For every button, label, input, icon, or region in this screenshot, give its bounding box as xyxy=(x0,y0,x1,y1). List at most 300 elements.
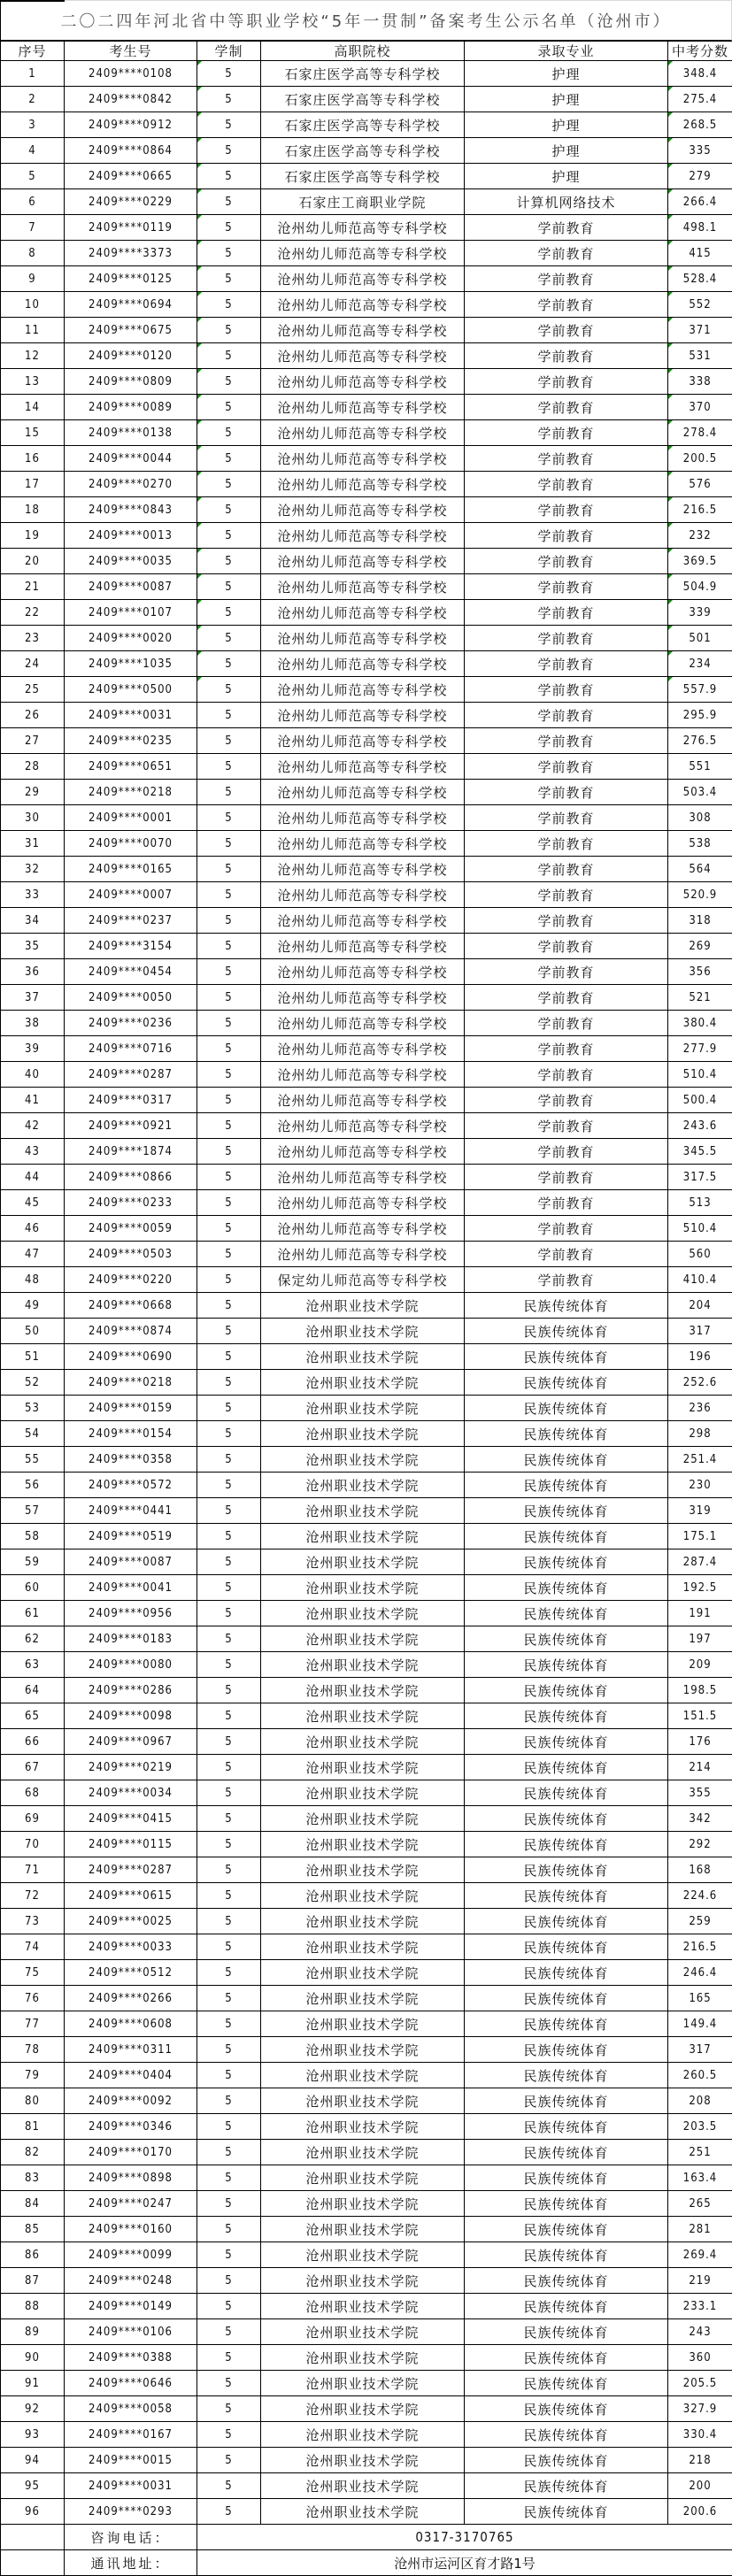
cell-college: 沧州幼儿师范高等专科学校 xyxy=(261,241,465,266)
cell-seq: 85 xyxy=(1,2217,65,2242)
cell-duration: 5 xyxy=(197,420,261,446)
cell-score: 197 xyxy=(668,1626,732,1652)
cell-score: 165 xyxy=(668,1986,732,2011)
cell-score: 176 xyxy=(668,1729,732,1755)
table-row xyxy=(1,2037,732,2063)
cell-major: 学前教育 xyxy=(465,1267,668,1293)
cell-college: 沧州职业技术学院 xyxy=(261,1857,465,1883)
table-row xyxy=(1,805,732,831)
cell-score: 209 xyxy=(668,1652,732,1678)
cell-duration: 5 xyxy=(197,1909,261,1934)
cell-exam-id: 2409****0346 xyxy=(65,2114,197,2140)
cell-major: 学前教育 xyxy=(465,1062,668,1088)
cell-exam-id: 2409****0293 xyxy=(65,2499,197,2525)
cell-score: 251 xyxy=(668,2140,732,2165)
cell-score: 269 xyxy=(668,934,732,959)
cell-exam-id: 2409****0115 xyxy=(65,1832,197,1857)
cell-score: 251.4 xyxy=(668,1447,732,1473)
cell-duration: 5 xyxy=(197,1242,261,1267)
cell-exam-id: 2409****0503 xyxy=(65,1242,197,1267)
cell-exam-id: 2409****0512 xyxy=(65,1960,197,1986)
cell-college: 石家庄医学高等专科学校 xyxy=(261,164,465,189)
address-label: 通讯地址： xyxy=(65,2550,197,2576)
cell-major: 学前教育 xyxy=(465,343,668,369)
cell-score: 287.4 xyxy=(668,1549,732,1575)
cell-college: 沧州幼儿师范高等专科学校 xyxy=(261,395,465,420)
cell-college: 沧州职业技术学院 xyxy=(261,1344,465,1370)
cell-seq: 6 xyxy=(1,189,65,215)
cell-exam-id: 2409****0025 xyxy=(65,1909,197,1934)
table-row xyxy=(1,728,732,754)
table-row xyxy=(1,857,732,882)
cell-score: 531 xyxy=(668,343,732,369)
cell-major: 民族传统体育 xyxy=(465,1780,668,1806)
cell-major: 学前教育 xyxy=(465,1036,668,1062)
cell-college: 沧州幼儿师范高等专科学校 xyxy=(261,1190,465,1216)
cell-score: 224.6 xyxy=(668,1883,732,1909)
cell-duration: 5 xyxy=(197,2165,261,2191)
cell-score: 371 xyxy=(668,318,732,343)
cell-exam-id: 2409****3373 xyxy=(65,241,197,266)
cell-score: 318 xyxy=(668,908,732,934)
cell-score: 259 xyxy=(668,1909,732,1934)
cell-major: 学前教育 xyxy=(465,780,668,805)
cell-college: 沧州职业技术学院 xyxy=(261,2191,465,2217)
cell-exam-id: 2409****0266 xyxy=(65,1986,197,2011)
cell-duration: 5 xyxy=(197,1678,261,1703)
cell-duration: 5 xyxy=(197,780,261,805)
cell-college: 沧州职业技术学院 xyxy=(261,1960,465,1986)
cell-duration: 5 xyxy=(197,2011,261,2037)
cell-duration: 5 xyxy=(197,1011,261,1036)
cell-duration: 5 xyxy=(197,2037,261,2063)
cell-exam-id: 2409****0170 xyxy=(65,2140,197,2165)
cell-score: 292 xyxy=(668,1832,732,1857)
cell-exam-id: 2409****0159 xyxy=(65,1396,197,1421)
cell-duration: 5 xyxy=(197,1703,261,1729)
cell-score: 269.4 xyxy=(668,2242,732,2268)
cell-college: 沧州职业技术学院 xyxy=(261,1703,465,1729)
cell-major: 民族传统体育 xyxy=(465,1575,668,1601)
cell-seq: 68 xyxy=(1,1780,65,1806)
cell-seq: 91 xyxy=(1,2371,65,2396)
cell-duration: 5 xyxy=(197,497,261,523)
cell-score: 149.4 xyxy=(668,2011,732,2037)
table-row xyxy=(1,2011,732,2037)
table-row xyxy=(1,2319,732,2345)
cell-score: 500.4 xyxy=(668,1088,732,1113)
table-row xyxy=(1,651,732,677)
cell-college: 沧州职业技术学院 xyxy=(261,1421,465,1447)
cell-score: 192.5 xyxy=(668,1575,732,1601)
cell-exam-id: 2409****0050 xyxy=(65,985,197,1011)
cell-college: 沧州职业技术学院 xyxy=(261,1832,465,1857)
cell-duration: 5 xyxy=(197,677,261,703)
cell-duration: 5 xyxy=(197,2063,261,2088)
cell-college: 沧州幼儿师范高等专科学校 xyxy=(261,1139,465,1165)
cell-exam-id: 2409****0956 xyxy=(65,1601,197,1626)
cell-exam-id: 2409****0087 xyxy=(65,1549,197,1575)
cell-seq: 44 xyxy=(1,1165,65,1190)
cell-duration: 5 xyxy=(197,1986,261,2011)
cell-exam-id: 2409****0106 xyxy=(65,2319,197,2345)
cell-duration: 5 xyxy=(197,266,261,292)
cell-seq: 72 xyxy=(1,1883,65,1909)
table-row xyxy=(1,1473,732,1498)
cell-exam-id: 2409****0287 xyxy=(65,1062,197,1088)
cell-college: 沧州幼儿师范高等专科学校 xyxy=(261,882,465,908)
cell-exam-id: 2409****0694 xyxy=(65,292,197,318)
cell-exam-id: 2409****1035 xyxy=(65,651,197,677)
cell-seq: 45 xyxy=(1,1190,65,1216)
cell-seq: 22 xyxy=(1,600,65,626)
cell-exam-id: 2409****0165 xyxy=(65,857,197,882)
cell-exam-id: 2409****0031 xyxy=(65,2473,197,2499)
cell-college: 沧州职业技术学院 xyxy=(261,1498,465,1524)
cell-college: 沧州职业技术学院 xyxy=(261,1473,465,1498)
cell-exam-id: 2409****0809 xyxy=(65,369,197,395)
table-row xyxy=(1,1113,732,1139)
cell-college: 沧州幼儿师范高等专科学校 xyxy=(261,1011,465,1036)
table-row xyxy=(1,189,732,215)
table-row xyxy=(1,1755,732,1780)
cell-duration: 5 xyxy=(197,523,261,549)
cell-duration: 5 xyxy=(197,1934,261,1960)
cell-seq: 60 xyxy=(1,1575,65,1601)
table-row xyxy=(1,2499,732,2525)
table-row xyxy=(1,2371,732,2396)
cell-duration: 5 xyxy=(197,831,261,857)
cell-major: 学前教育 xyxy=(465,523,668,549)
cell-duration: 5 xyxy=(197,2294,261,2319)
cell-major: 民族传统体育 xyxy=(465,2242,668,2268)
cell-seq: 34 xyxy=(1,908,65,934)
cell-college: 沧州职业技术学院 xyxy=(261,2063,465,2088)
cell-major: 民族传统体育 xyxy=(465,2345,668,2371)
cell-major: 学前教育 xyxy=(465,1088,668,1113)
table-row xyxy=(1,138,732,164)
table-row xyxy=(1,61,732,87)
cell-major: 学前教育 xyxy=(465,600,668,626)
cell-exam-id: 2409****0651 xyxy=(65,754,197,780)
cell-major: 民族传统体育 xyxy=(465,2268,668,2294)
cell-college: 沧州职业技术学院 xyxy=(261,1370,465,1396)
cell-exam-id: 2409****0220 xyxy=(65,1267,197,1293)
cell-college: 沧州职业技术学院 xyxy=(261,2037,465,2063)
cell-exam-id: 2409****0415 xyxy=(65,1806,197,1832)
cell-major: 学前教育 xyxy=(465,882,668,908)
cell-college: 沧州幼儿师范高等专科学校 xyxy=(261,1113,465,1139)
cell-college: 沧州职业技术学院 xyxy=(261,1780,465,1806)
cell-duration: 5 xyxy=(197,2217,261,2242)
cell-score: 196 xyxy=(668,1344,732,1370)
cell-exam-id: 2409****0108 xyxy=(65,61,197,87)
cell-college: 沧州职业技术学院 xyxy=(261,1319,465,1344)
table-row xyxy=(1,343,732,369)
cell-seq: 11 xyxy=(1,318,65,343)
cell-score: 200.6 xyxy=(668,2499,732,2525)
table-row xyxy=(1,2217,732,2242)
table-row xyxy=(1,1986,732,2011)
cell-score: 163.4 xyxy=(668,2165,732,2191)
cell-exam-id: 2409****0247 xyxy=(65,2191,197,2217)
cell-seq: 80 xyxy=(1,2088,65,2114)
cell-duration: 5 xyxy=(197,1421,261,1447)
cell-major: 学前教育 xyxy=(465,1011,668,1036)
table-row xyxy=(1,1139,732,1165)
cell-college: 沧州幼儿师范高等专科学校 xyxy=(261,780,465,805)
table-row xyxy=(1,985,732,1011)
table-row xyxy=(1,882,732,908)
cell-major: 民族传统体育 xyxy=(465,2371,668,2396)
cell-seq: 3 xyxy=(1,112,65,138)
cell-score: 319 xyxy=(668,1498,732,1524)
cell-seq: 38 xyxy=(1,1011,65,1036)
cell-duration: 5 xyxy=(197,2396,261,2422)
cell-score: 356 xyxy=(668,959,732,985)
cell-exam-id: 2409****0167 xyxy=(65,2422,197,2448)
cell-major: 学前教育 xyxy=(465,1139,668,1165)
cell-college: 沧州幼儿师范高等专科学校 xyxy=(261,1036,465,1062)
cell-college: 沧州幼儿师范高等专科学校 xyxy=(261,574,465,600)
cell-duration: 5 xyxy=(197,934,261,959)
cell-score: 265 xyxy=(668,2191,732,2217)
cell-seq: 55 xyxy=(1,1447,65,1473)
table-row xyxy=(1,2191,732,2217)
cell-score: 551 xyxy=(668,754,732,780)
cell-college: 沧州幼儿师范高等专科学校 xyxy=(261,266,465,292)
footer-address-row xyxy=(1,2550,732,2576)
cell-college: 沧州职业技术学院 xyxy=(261,2499,465,2525)
cell-score: 415 xyxy=(668,241,732,266)
cell-college: 沧州幼儿师范高等专科学校 xyxy=(261,600,465,626)
cell-score: 295.9 xyxy=(668,703,732,728)
cell-exam-id: 2409****0070 xyxy=(65,831,197,857)
cell-major: 民族传统体育 xyxy=(465,2473,668,2499)
header-score: 中考分数 xyxy=(668,42,732,61)
cell-exam-id: 2409****0058 xyxy=(65,2396,197,2422)
cell-major: 民族传统体育 xyxy=(465,1601,668,1626)
cell-college: 沧州职业技术学院 xyxy=(261,2114,465,2140)
cell-seq: 61 xyxy=(1,1601,65,1626)
table-row xyxy=(1,1883,732,1909)
table-row xyxy=(1,2396,732,2422)
cell-major: 学前教育 xyxy=(465,754,668,780)
cell-seq: 82 xyxy=(1,2140,65,2165)
cell-score: 175.1 xyxy=(668,1524,732,1549)
cell-exam-id: 2409****0125 xyxy=(65,266,197,292)
cell-exam-id: 2409****0059 xyxy=(65,1216,197,1242)
cell-score: 521 xyxy=(668,985,732,1011)
cell-college: 石家庄工商职业学院 xyxy=(261,189,465,215)
cell-seq: 25 xyxy=(1,677,65,703)
cell-seq: 50 xyxy=(1,1319,65,1344)
cell-major: 学前教育 xyxy=(465,985,668,1011)
header-college: 高职院校 xyxy=(261,42,465,61)
header-duration: 学制 xyxy=(197,42,261,61)
cell-score: 503.4 xyxy=(668,780,732,805)
table-row xyxy=(1,1575,732,1601)
cell-score: 342 xyxy=(668,1806,732,1832)
cell-college: 沧州职业技术学院 xyxy=(261,1729,465,1755)
cell-major: 护理 xyxy=(465,112,668,138)
header-row xyxy=(1,42,732,61)
table-row xyxy=(1,2294,732,2319)
cell-seq: 42 xyxy=(1,1113,65,1139)
table-row xyxy=(1,369,732,395)
cell-exam-id: 2409****0099 xyxy=(65,2242,197,2268)
cell-seq: 87 xyxy=(1,2268,65,2294)
cell-major: 学前教育 xyxy=(465,1165,668,1190)
cell-college: 沧州幼儿师范高等专科学校 xyxy=(261,420,465,446)
cell-duration: 5 xyxy=(197,1344,261,1370)
cell-major: 学前教育 xyxy=(465,1242,668,1267)
table-row xyxy=(1,574,732,600)
cell-score: 513 xyxy=(668,1190,732,1216)
table-row xyxy=(1,1062,732,1088)
cell-exam-id: 2409****0311 xyxy=(65,2037,197,2063)
title-border-accent xyxy=(0,0,65,2)
cell-score: 205.5 xyxy=(668,2371,732,2396)
cell-exam-id: 2409****0441 xyxy=(65,1498,197,1524)
table-row xyxy=(1,1421,732,1447)
cell-college: 沧州职业技术学院 xyxy=(261,1447,465,1473)
table-row xyxy=(1,1216,732,1242)
cell-college: 沧州职业技术学院 xyxy=(261,1678,465,1703)
table-row xyxy=(1,1396,732,1421)
cell-major: 学前教育 xyxy=(465,626,668,651)
cell-exam-id: 2409****0013 xyxy=(65,523,197,549)
cell-seq: 1 xyxy=(1,61,65,87)
cell-score: 234 xyxy=(668,651,732,677)
cell-exam-id: 2409****0229 xyxy=(65,189,197,215)
cell-major: 民族传统体育 xyxy=(465,1396,668,1421)
table-row xyxy=(1,1729,732,1755)
cell-score: 360 xyxy=(668,2345,732,2371)
phone-value: 0317-3170765 xyxy=(197,2525,732,2550)
cell-college: 保定幼儿师范高等专科学校 xyxy=(261,1267,465,1293)
table-row xyxy=(1,112,732,138)
cell-exam-id: 2409****0218 xyxy=(65,1370,197,1396)
cell-seq: 32 xyxy=(1,857,65,882)
cell-score: 510.4 xyxy=(668,1216,732,1242)
cell-college: 沧州职业技术学院 xyxy=(261,1986,465,2011)
cell-seq: 53 xyxy=(1,1396,65,1421)
cell-duration: 5 xyxy=(197,600,261,626)
cell-college: 石家庄医学高等专科学校 xyxy=(261,61,465,87)
cell-duration: 5 xyxy=(197,2114,261,2140)
cell-duration: 5 xyxy=(197,61,261,87)
cell-exam-id: 2409****0020 xyxy=(65,626,197,651)
cell-exam-id: 2409****0519 xyxy=(65,1524,197,1549)
cell-college: 沧州职业技术学院 xyxy=(261,1652,465,1678)
cell-major: 民族传统体育 xyxy=(465,2499,668,2525)
cell-seq: 76 xyxy=(1,1986,65,2011)
cell-major: 学前教育 xyxy=(465,318,668,343)
cell-major: 学前教育 xyxy=(465,215,668,241)
cell-score: 218 xyxy=(668,2448,732,2473)
cell-duration: 5 xyxy=(197,1036,261,1062)
cell-college: 沧州职业技术学院 xyxy=(261,2396,465,2422)
table-row xyxy=(1,1293,732,1319)
cell-seq: 8 xyxy=(1,241,65,266)
cell-major: 民族传统体育 xyxy=(465,1447,668,1473)
cell-seq: 86 xyxy=(1,2242,65,2268)
cell-duration: 5 xyxy=(197,343,261,369)
cell-college: 沧州幼儿师范高等专科学校 xyxy=(261,1216,465,1242)
cell-duration: 5 xyxy=(197,1780,261,1806)
cell-duration: 5 xyxy=(197,189,261,215)
cell-exam-id: 2409****0866 xyxy=(65,1165,197,1190)
cell-duration: 5 xyxy=(197,2242,261,2268)
cell-college: 沧州幼儿师范高等专科学校 xyxy=(261,908,465,934)
cell-college: 沧州职业技术学院 xyxy=(261,2371,465,2396)
cell-college: 沧州职业技术学院 xyxy=(261,2242,465,2268)
cell-seq: 29 xyxy=(1,780,65,805)
cell-seq: 94 xyxy=(1,2448,65,2473)
cell-college: 沧州职业技术学院 xyxy=(261,1934,465,1960)
cell-college: 沧州幼儿师范高等专科学校 xyxy=(261,703,465,728)
cell-college: 沧州幼儿师范高等专科学校 xyxy=(261,1165,465,1190)
table-row xyxy=(1,1242,732,1267)
cell-seq: 7 xyxy=(1,215,65,241)
cell-major: 民族传统体育 xyxy=(465,1319,668,1344)
table-row xyxy=(1,420,732,446)
cell-seq: 92 xyxy=(1,2396,65,2422)
cell-college: 沧州职业技术学院 xyxy=(261,1524,465,1549)
cell-major: 民族传统体育 xyxy=(465,2396,668,2422)
cell-major: 学前教育 xyxy=(465,472,668,497)
cell-exam-id: 2409****0119 xyxy=(65,215,197,241)
table-row xyxy=(1,1088,732,1113)
cell-score: 266.4 xyxy=(668,189,732,215)
cell-major: 民族传统体育 xyxy=(465,2114,668,2140)
cell-score: 281 xyxy=(668,2217,732,2242)
cell-major: 学前教育 xyxy=(465,677,668,703)
table-row xyxy=(1,1626,732,1652)
cell-seq: 78 xyxy=(1,2037,65,2063)
cell-major: 民族传统体育 xyxy=(465,2319,668,2345)
header-major: 录取专业 xyxy=(465,42,668,61)
table-row xyxy=(1,1267,732,1293)
table-row xyxy=(1,626,732,651)
cell-major: 民族传统体育 xyxy=(465,2422,668,2448)
cell-exam-id: 2409****0388 xyxy=(65,2345,197,2371)
cell-exam-id: 2409****0149 xyxy=(65,2294,197,2319)
cell-duration: 5 xyxy=(197,626,261,651)
cell-score: 317 xyxy=(668,2037,732,2063)
cell-college: 沧州幼儿师范高等专科学校 xyxy=(261,934,465,959)
cell-college: 沧州职业技术学院 xyxy=(261,1396,465,1421)
table-row xyxy=(1,1832,732,1857)
table-row xyxy=(1,472,732,497)
cell-college: 沧州职业技术学院 xyxy=(261,2473,465,2499)
cell-duration: 5 xyxy=(197,651,261,677)
cell-college: 沧州幼儿师范高等专科学校 xyxy=(261,805,465,831)
cell-score: 276.5 xyxy=(668,728,732,754)
table-row xyxy=(1,1447,732,1473)
cell-major: 护理 xyxy=(465,164,668,189)
cell-seq: 73 xyxy=(1,1909,65,1934)
cell-duration: 5 xyxy=(197,1960,261,1986)
cell-exam-id: 2409****0089 xyxy=(65,395,197,420)
cell-major: 学前教育 xyxy=(465,831,668,857)
table-row xyxy=(1,318,732,343)
cell-exam-id: 2409****0668 xyxy=(65,1293,197,1319)
cell-duration: 5 xyxy=(197,1524,261,1549)
cell-exam-id: 2409****0646 xyxy=(65,2371,197,2396)
cell-score: 230 xyxy=(668,1473,732,1498)
